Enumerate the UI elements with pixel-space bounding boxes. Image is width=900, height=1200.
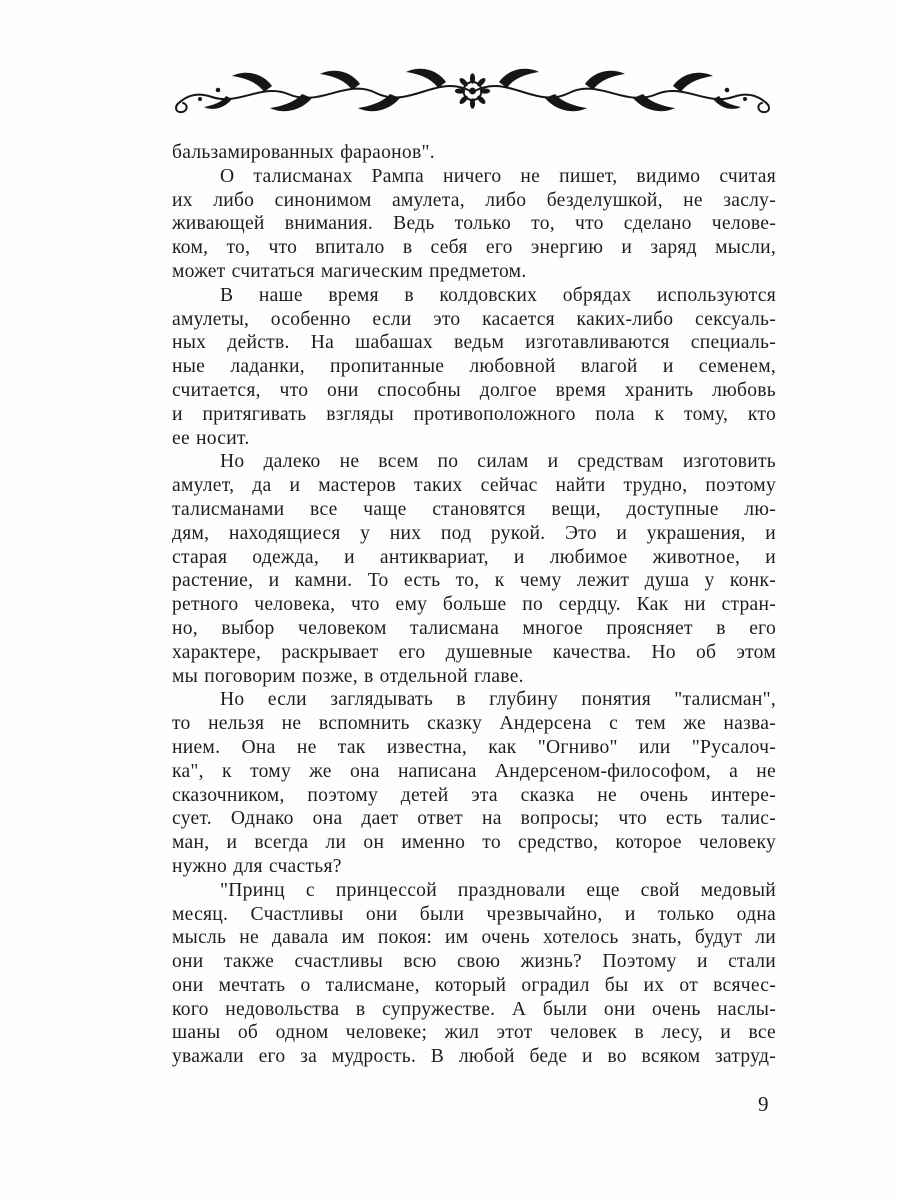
text-line: Но если заглядывать в глубину понятия "талисман",: [220, 689, 776, 711]
text-line: кого недовольства в супружестве. А были они очень наслы-: [172, 998, 776, 1020]
text-line: ные ладанки, пропитанные любовной влагой и семенем,: [172, 356, 776, 378]
body-text: [172, 141, 776, 1069]
text-line: мы поговорим позже, в отдельной главе.: [172, 665, 524, 687]
text-line: они мечтать о талисмане, который оградил бы их от всячес-: [172, 974, 776, 996]
text-line: О талисманах Рампа ничего не пишет, видимо считая: [220, 165, 776, 187]
text-line: ретного человека, что ему больше по сердцу. Как ни стран-: [172, 594, 776, 616]
text-line: ман, и всегда ли он именно то средство, которое человеку: [172, 832, 776, 854]
text-line: живающей внимания. Ведь только то, что сделано челове-: [172, 213, 776, 235]
floral-flourish-icon: [170, 66, 775, 118]
text-line: сказочником, поэтому детей эта сказка не очень интере-: [172, 784, 776, 806]
text-line: но, выбор человеком талисмана многое проясняет в его: [172, 617, 776, 639]
text-line: нужно для счастья?: [172, 855, 342, 877]
text-line: уважали его за мудрость. В любой беде и во всяком затруд-: [172, 1046, 776, 1068]
text-line: месяц. Счастливы они были чрезвычайно, и только одна: [172, 903, 776, 925]
text-line: амулет, да и мастеров таких сейчас найти трудно, поэтому: [172, 475, 776, 497]
text-line: считается, что они способны долгое время хранить любовь: [172, 379, 776, 401]
text-line: мысль не давала им покоя: им очень хотелось знать, будут ли: [172, 927, 776, 949]
text-line: они также счастливы всю свою жизнь? Поэтому и стали: [172, 951, 776, 973]
text-line: "Принц с принцессой праздновали еще свой медовый: [220, 879, 776, 901]
text-line: старая одежда, и антиквариат, и любимое животное, и: [172, 546, 776, 568]
text-line: характере, раскрывает его душевные качества. Но об этом: [172, 641, 776, 663]
text-line: ее носит.: [172, 427, 250, 449]
text-line: бальзамированных фараонов".: [172, 142, 435, 163]
text-line: их либо синонимом амулета, либо безделушкой, не заслу-: [172, 189, 776, 211]
text-line: ком, то, что впитало в себя его энергию и заряд мысли,: [172, 237, 776, 259]
text-line: нием. Она не так известна, как "Огниво" или "Русалоч-: [172, 736, 776, 758]
text-line: ка", к тому же она написана Андерсеном-философом, а не: [172, 760, 776, 782]
text-line: талисманами все чаще становятся вещи, доступные лю-: [172, 498, 776, 520]
text-line: Но далеко не всем по силам и средствам изготовить: [220, 451, 776, 473]
text-line: ных действ. На шабашах ведьм изготавливаются специаль-: [172, 332, 776, 354]
text-line: шаны об одном человеке; жил этот человек в лесу, и все: [172, 1022, 776, 1044]
text-line: растение, и камни. То есть то, к чему лежит душа у конк-: [172, 570, 776, 592]
text-line: то нельзя не вспомнить сказку Андерсена с тем же назва-: [172, 713, 776, 735]
decorative-ornament: [170, 66, 775, 118]
text-line: может считаться магическим предметом.: [172, 260, 527, 282]
text-line: дям, находящиеся у них под рукой. Это и украшения, и: [172, 522, 776, 544]
text-line: сует. Однако она дает ответ на вопросы; что есть талис-: [172, 808, 776, 830]
center-flower: [455, 73, 490, 108]
page-number: 9: [758, 1092, 769, 1116]
text-line: и притягивать взгляды противоположного пола к тому, кто: [172, 403, 776, 425]
text-line: В наше время в колдовских обрядах используются: [220, 284, 776, 306]
text-line: амулеты, особенно если это касается каких-либо сексуаль-: [172, 308, 776, 330]
